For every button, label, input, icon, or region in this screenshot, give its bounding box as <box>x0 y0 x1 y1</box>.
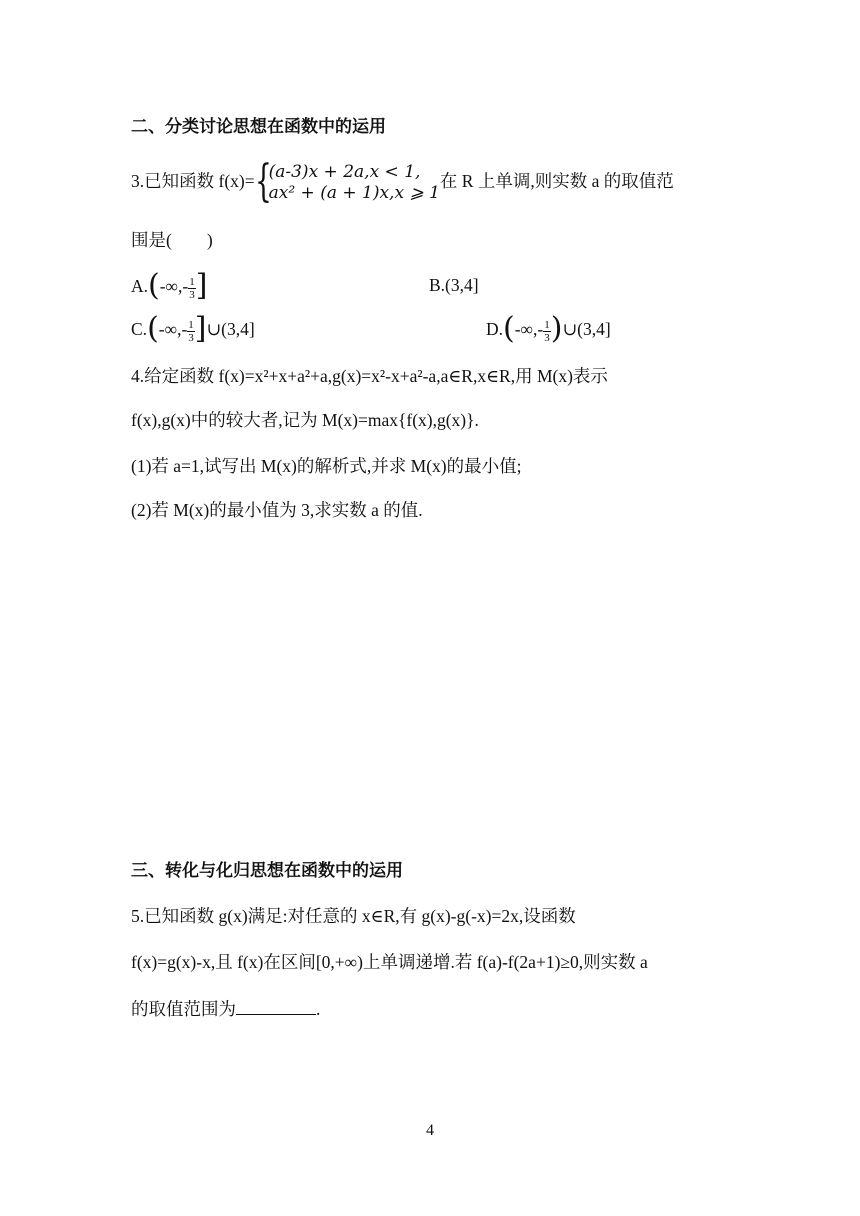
question-5-line-3: 的取值范围为 . <box>131 999 321 1019</box>
question-5-line-2: f(x)=g(x)-x,且 f(x)在区间[0,+∞)上单调递增.若 f(a)-f(2a+1)≥0,则实数 a <box>131 952 648 972</box>
question-3-suffix: 在 R 上单调,则实数 a 的取值范 <box>439 171 674 192</box>
question-3-prefix: 3.已知函数 f(x)= <box>131 171 255 192</box>
piecewise-case-1: (a-3)x + 2a,x < 1, <box>268 162 421 182</box>
piecewise-function <box>254 156 440 207</box>
question-4-line-1: 4.给定函数 f(x)=x²+x+a²+a,g(x)=x²-x+a²-a,a∈R,x∈R,用 M(x)表示 <box>131 366 608 386</box>
left-brace-icon: { <box>254 156 272 207</box>
option-c: C.(-∞,- $\frac{1}{3}$ ]∪(3,4] <box>131 311 255 346</box>
question-3-line-1 <box>131 156 674 207</box>
section-heading-3: 三、转化与化归思想在函数中的运用 <box>131 861 403 881</box>
question-4-part-1: (1)若 a=1,试写出 M(x)的解析式,并求 M(x)的最小值; <box>131 456 522 476</box>
question-3-line-2: 围是( ) <box>131 230 213 250</box>
question-3-options-row-1 <box>131 268 479 306</box>
piecewise-case-2: ax² + (a + 1)x,x ⩾ 1 <box>268 183 440 203</box>
question-3-options-row-2 <box>131 311 611 349</box>
question-5-line-1: 5.已知函数 g(x)满足:对任意的 x∈R,有 g(x)-g(-x)=2x,设函数 <box>131 906 576 926</box>
option-d: D.(-∞,- $\frac{1}{3}$ )∪(3,4] <box>486 311 611 346</box>
question-4-part-2: (2)若 M(x)的最小值为 3,求实数 a 的值. <box>131 500 423 520</box>
page-number: 4 <box>426 1122 434 1139</box>
question-4-line-2: f(x),g(x)中的较大者,记为 M(x)=max{f(x),g(x)}. <box>131 410 479 430</box>
answer-blank <box>236 998 316 1015</box>
fraction: $\frac{1}{3}$ <box>189 275 195 301</box>
option-b: B.(3,4] <box>429 275 479 295</box>
option-a: A.(-∞,- $\frac{1}{3}$ ] <box>131 268 208 303</box>
fraction: $\frac{1}{3}$ <box>544 318 550 344</box>
fraction: $\frac{1}{3}$ <box>188 318 194 344</box>
section-heading-2: 二、分类讨论思想在函数中的运用 <box>131 117 386 137</box>
